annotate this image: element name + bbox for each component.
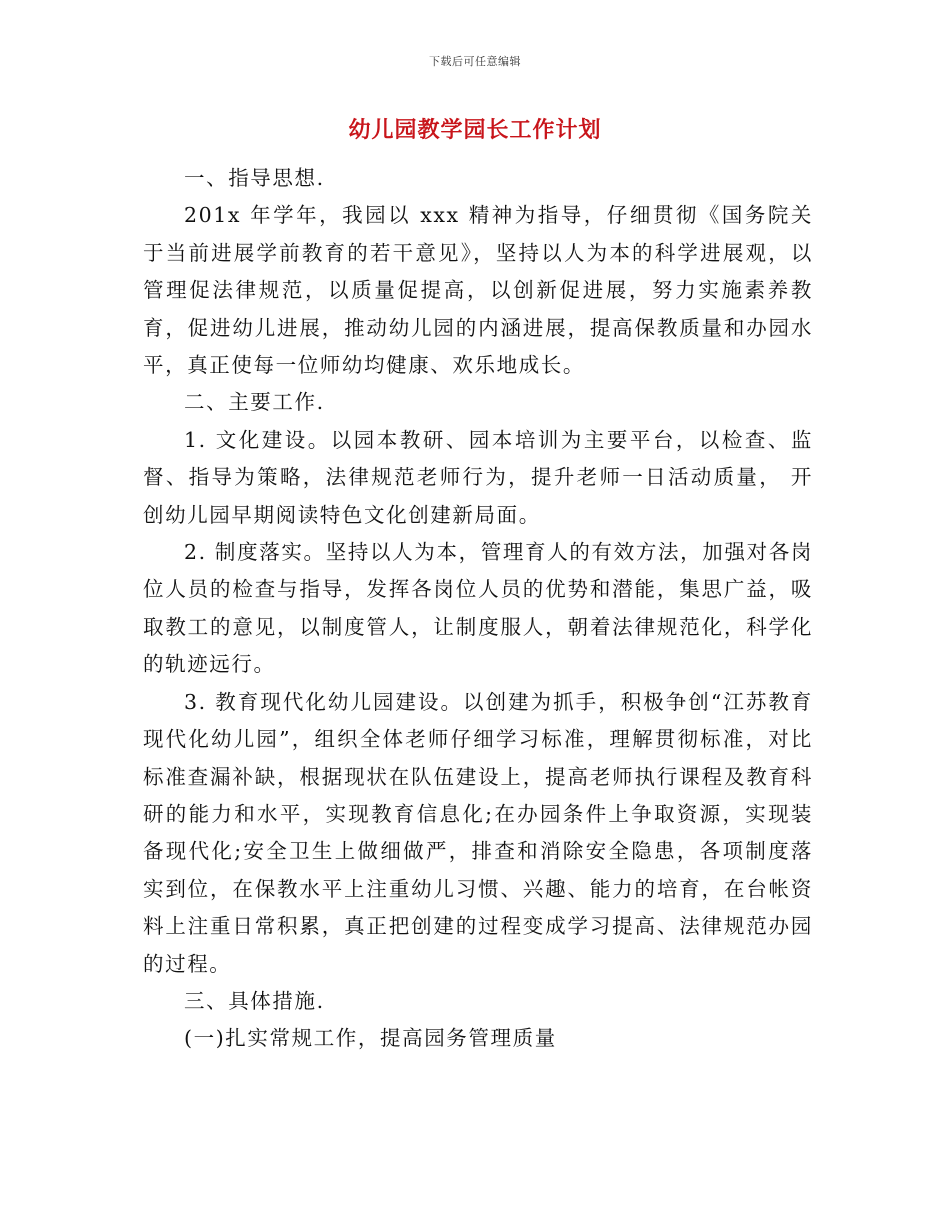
paragraph-guiding-ideology: 201x 年学年，我园以 xxx 精神为指导，仔细贯彻《国务院关于当前进展学前教育的若干意见》，坚持以人为本的科学进展观，以管理促法律规范，以质量促提高，以创新促进展，努力实施素养教育，促进幼儿进展，推动幼儿园的内涵进展，提高保教质量和办园水平，真正使每一位师幼均健康、欢乐地成长。: [143, 203, 813, 378]
subsection-heading-routine-work: (一)扎实常规工作，提高园务管理质量: [184, 1026, 557, 1051]
section-heading-specific-measures: 三、具体措施.: [184, 988, 325, 1013]
document-body: [143, 160, 813, 1058]
section-heading-main-work: 二、主要工作.: [184, 390, 325, 415]
paragraph-modernization: 3. 教育现代化幼儿园建设。以创建为抓手，积极争创“江苏教育现代化幼儿园”，组织全体老师仔细学习标准，理解贯彻标准，对比标准查漏补缺，根据现状在队伍建设上，提高老师执行课程及教育科研的能力和水平，实现教育信息化;在办园条件上争取资源，实现装备现代化;安全卫生上做细做严，排查和消除安全隐患，各项制度落实到位，在保教水平上注重幼儿习惯、兴趣、能力的培育，在台帐资料上注重日常积累，真正把创建的过程变成学习提高、法律规范办园的过程。: [143, 689, 813, 976]
section-heading-guiding-ideology: 一、指导思想.: [184, 166, 325, 190]
paragraph-culture-building: 1. 文化建设。以园本教研、园本培训为主要平台，以检查、监督、指导为策略，法律规范老师行为，提升老师一日活动质量， 开创幼儿园早期阅读特色文化创建新局面。: [143, 427, 813, 527]
document-title: 幼儿园教学园长工作计划: [348, 118, 602, 143]
paragraph-system-implementation: 2. 制度落实。坚持以人为本，管理育人的有效方法，加强对各岗位人员的检查与指导，发挥各岗位人员的优势和潜能，集思广益，吸取教工的意见，以制度管人，让制度服人，朝着法律规范化，科学化的轨迹远行。: [143, 540, 813, 677]
header-note: 下载后可任意编辑: [429, 55, 521, 68]
